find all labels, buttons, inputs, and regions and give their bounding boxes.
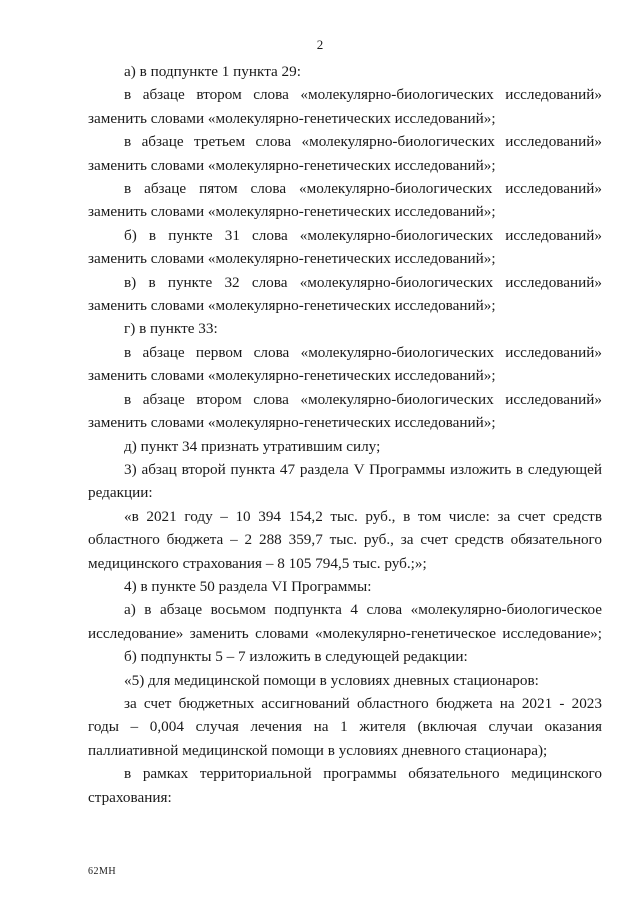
footer-document-code: 62МН (88, 866, 117, 877)
paragraph: а) в абзаце восьмом подпункта 4 слова «молекулярно-биологическое исследование» заменить словами «молекулярно-генетическое исследование»; (88, 601, 602, 642)
page-number: 2 (316, 37, 324, 52)
paragraph: д) пункт 34 признать утратившим силу; (124, 437, 381, 455)
paragraph: 4) в пункте 50 раздела VI Программы: (124, 577, 372, 595)
paragraph: в абзаце пятом слова «молекулярно-биологических исследований» заменить словами «молекулярно-генетических исследований»; (88, 180, 602, 221)
paragraph: в рамках территориальной программы обязательного медицинского страхования: (88, 765, 602, 806)
paragraph: в абзаце первом слова «молекулярно-биологических исследований» заменить словами «молекулярно-генетических исследований»; (88, 343, 602, 385)
paragraph: 3) абзац второй пункта 47 раздела V Программы изложить в следующей редакции: (88, 460, 602, 502)
paragraph-quote: «в 2021 году – 10 394 154,2 тыс. руб., в том числе: за счет средств областного бюджета – 2 288 359,7 тыс. руб., за счет средств обязательного медицинского страхования – 8 105 794,5 тыс. руб.;»; (88, 507, 602, 572)
paragraph: г) в пункте 33: (124, 320, 218, 338)
paragraph: в абзаце втором слова «молекулярно-биологических исследований» заменить словами «молекулярно-генетических исследований»; (88, 390, 602, 432)
paragraph: в абзаце втором слова «молекулярно-биологических исследований» заменить словами «молекулярно-генетических исследований»; (88, 86, 602, 127)
paragraph: в абзаце третьем слова «молекулярно-биологических исследований» заменить словами «молекулярно-генетических исследований»; (88, 133, 602, 174)
document-body (88, 60, 602, 809)
paragraph: «5) для медицинской помощи в условиях дневных стационаров: (124, 671, 539, 689)
paragraph: за счет бюджетных ассигнований областного бюджета на 2021 - 2023 годы – 0,004 случая лечения на 1 жителя (включая случаи оказания паллиативной медицинской помощи в условиях дневного стационара); (88, 694, 602, 759)
paragraph: б) подпункты 5 – 7 изложить в следующей редакции: (124, 648, 468, 666)
paragraph: в) в пункте 32 слова «молекулярно-биологических исследований» заменить словами «молекулярно-генетических исследований»; (88, 273, 602, 315)
paragraph: б) в пункте 31 слова «молекулярно-биологических исследований» заменить словами «молекулярно-генетических исследований»; (88, 226, 602, 268)
paragraph: а) в подпункте 1 пункта 29: (124, 63, 301, 80)
